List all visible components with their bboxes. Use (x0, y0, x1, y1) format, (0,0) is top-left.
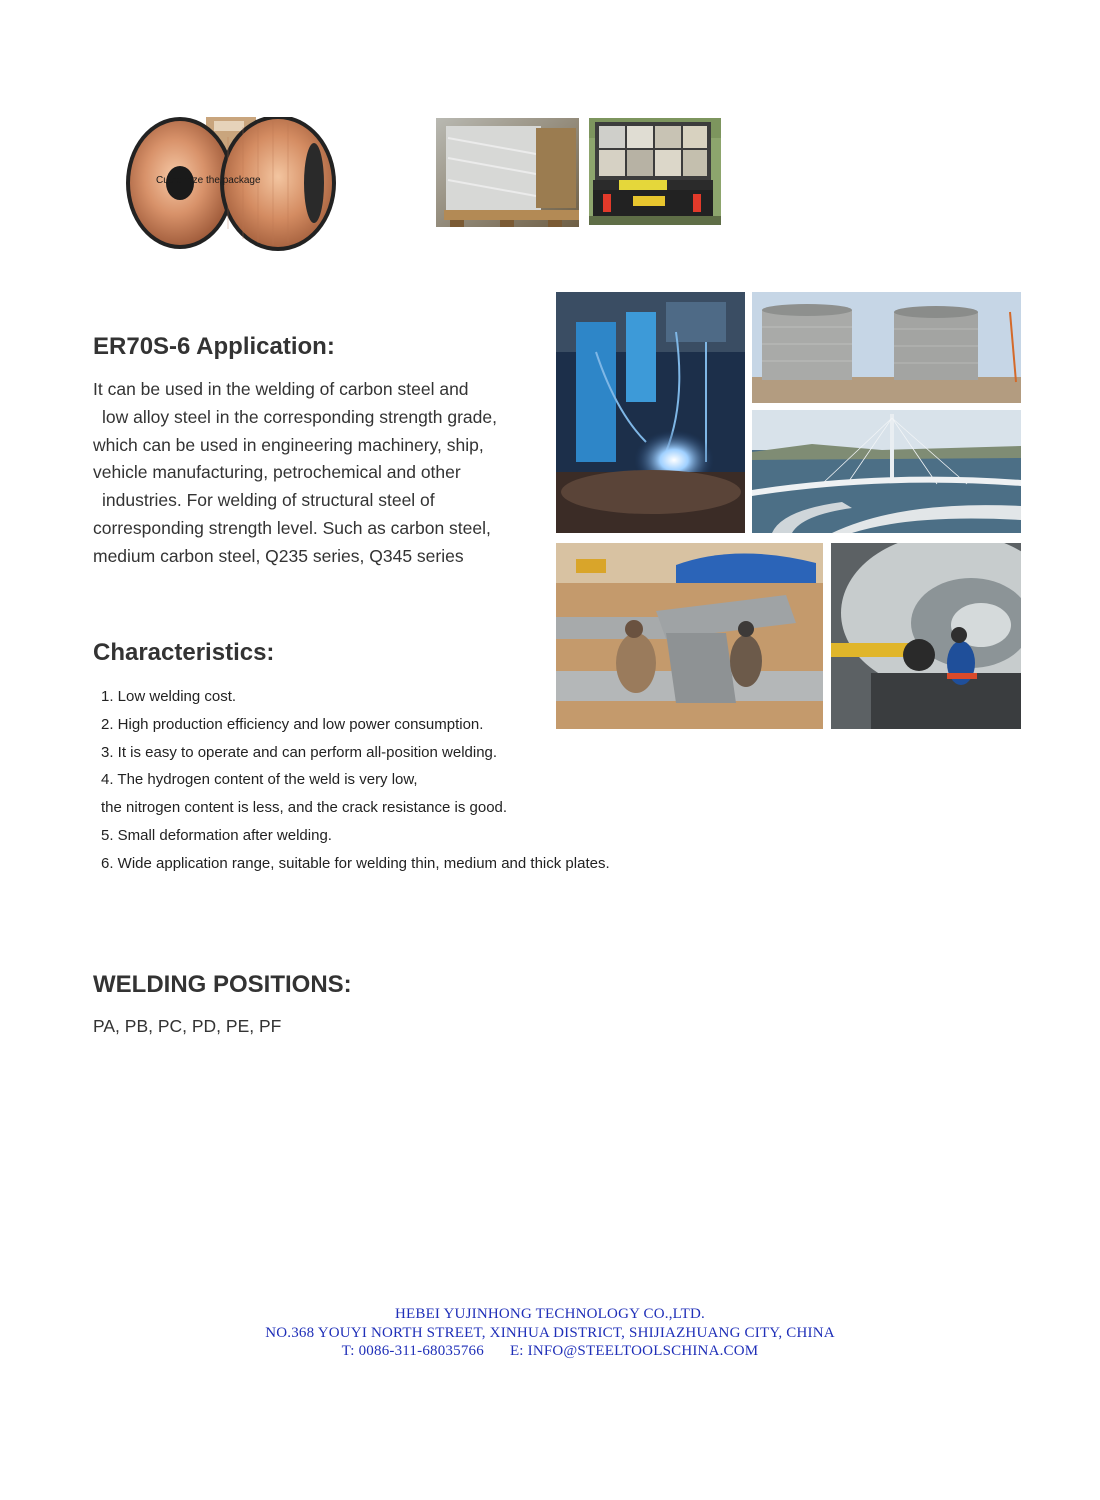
truck-loading-photo (589, 118, 721, 225)
list-item: 3. It is easy to operate and can perform all-position welding. (101, 743, 498, 761)
wire-spools-photo (118, 117, 344, 255)
pallet-packaging-photo (436, 118, 579, 227)
application-line: corresponding strength level. Such as carbon steel, (93, 517, 491, 538)
list-item: 6. Wide application range, suitable for welding thin, medium and thick plates. (101, 854, 610, 872)
application-line: which can be used in engineering machinery, ship, (93, 434, 484, 455)
footer-email: E: INFO@STEELTOOLSCHINA.COM (509, 1343, 759, 1359)
bridge-photo (752, 410, 1021, 533)
list-item: the nitrogen content is less, and the crack resistance is good. (101, 799, 508, 817)
application-heading: ER70S-6 Application: (93, 333, 335, 360)
application-line: industries. For welding of structural steel of (102, 490, 435, 511)
footer (0, 1305, 1100, 1361)
list-item: 2. High production efficiency and low power consumption. (101, 715, 484, 733)
list-item: 5. Small deformation after welding. (101, 826, 332, 844)
application-line: vehicle manufacturing, petrochemical and other (93, 462, 461, 483)
list-item: 1. Low welding cost. (101, 688, 237, 705)
welding-positions-values: PA, PB, PC, PD, PE, PF (93, 1016, 282, 1036)
storage-tanks-photo (752, 292, 1021, 403)
footer-contact (0, 1342, 1100, 1361)
footer-address: NO.368 YOUYI NORTH STREET, XINHUA DISTRICT, SHIJIAZHUANG CITY, CHINA (265, 1324, 835, 1341)
pipe-interior-welding-photo (831, 543, 1021, 729)
robot-welding-photo (556, 292, 745, 533)
footer-company: HEBEI YUJINHONG TECHNOLOGY CO.,LTD. (394, 1306, 706, 1322)
characteristics-list (101, 683, 701, 878)
footer-phone: T: 0086-311-68035766 (341, 1343, 484, 1359)
application-description (93, 376, 543, 571)
characteristics-heading: Characteristics: (93, 639, 275, 666)
application-line: medium carbon steel, Q235 series, Q345 series (93, 545, 464, 566)
welding-positions-heading: WELDING POSITIONS: (93, 971, 352, 998)
list-item: 4. The hydrogen content of the weld is very low, (101, 771, 418, 789)
application-line: It can be used in the welding of carbon steel and (93, 379, 469, 399)
spool-caption: Customize the package (156, 175, 261, 186)
application-line: low alloy steel in the corresponding strength grade, (102, 406, 497, 427)
